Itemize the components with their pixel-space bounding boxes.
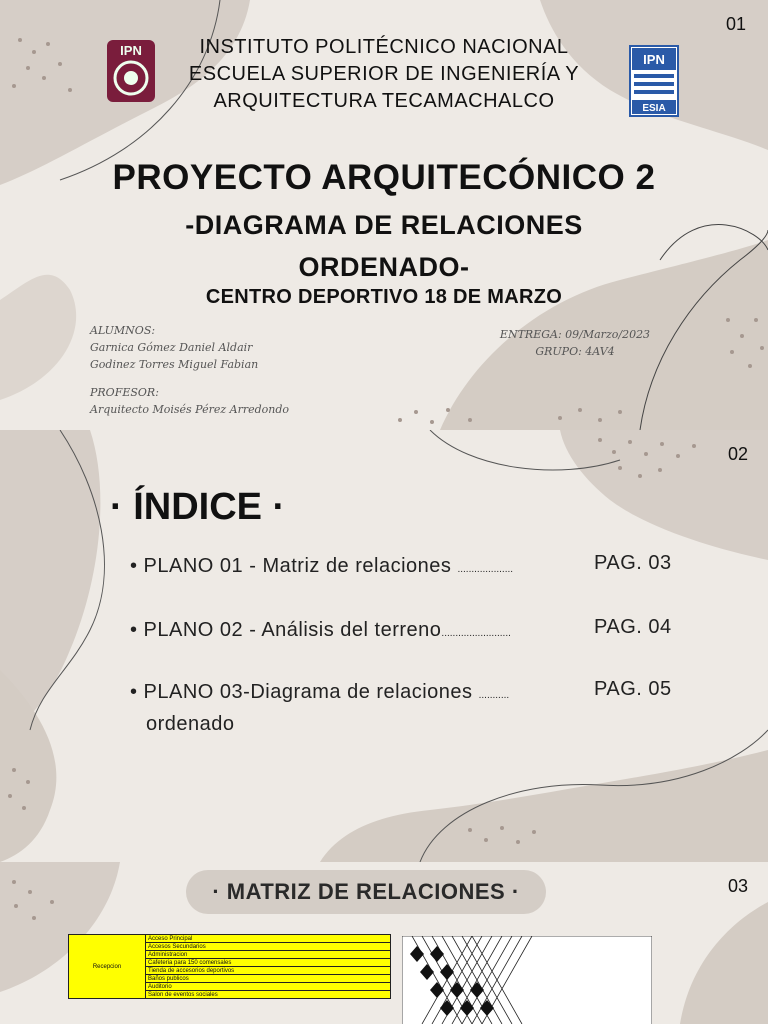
slide-cover (0, 0, 768, 430)
table-cell: Auditorio (146, 983, 391, 991)
page-number: 01 (726, 14, 747, 34)
esia-logo-icon (628, 44, 680, 118)
delivery-block (470, 326, 680, 360)
table-cell: Accesos Secundarios (146, 943, 391, 951)
relation-grid-graphic (402, 936, 652, 1024)
group-label: GRUPO: 4AV4 (535, 345, 615, 358)
index-item-3-leader: ........... (478, 690, 510, 701)
index-item-3-continuation: ordenado (146, 713, 235, 735)
table-cell: Tienda de accesorios deportivos (146, 967, 391, 975)
table-row (69, 935, 391, 943)
index-item-2-page: PAG. 04 (594, 616, 672, 638)
table-cell: Baños publicos (146, 975, 391, 983)
subtitle-line-2: ORDENADO- (298, 252, 470, 282)
page-number: 03 (728, 876, 749, 896)
index-item-1 (130, 552, 513, 584)
institution-line-3: ARQUITECTURA TECAMACHALCO (213, 90, 555, 112)
subtitle-line-1: -DIAGRAMA DE RELACIONES (185, 210, 583, 240)
index-item-2-text: • PLANO 02 - Análisis del terreno (130, 619, 442, 641)
table-cell: Salon de eventos sociales (146, 991, 391, 999)
table-cell: Administracion (146, 951, 391, 959)
document-subtitle (0, 204, 768, 288)
professor-label: PROFESOR: (90, 386, 159, 399)
index-item-1-page: PAG. 03 (594, 552, 672, 574)
index-title: · ÍNDICE · (110, 486, 286, 528)
index-item-1-text: • PLANO 01 - Matriz de relaciones (130, 555, 458, 577)
index-item-1-leader: .................... (457, 564, 514, 575)
institution-line-1: INSTITUTO POLITÉCNICO NACIONAL (199, 36, 569, 58)
professor-block (90, 384, 289, 418)
professor-name: Arquitecto Moisés Pérez Arredondo (90, 403, 290, 416)
table-cell: Acceso Principal (146, 935, 391, 943)
students-label: ALUMNOS: (90, 324, 156, 337)
index-item-3 (130, 678, 509, 738)
students-block (90, 322, 258, 373)
slide-matrix (0, 862, 768, 1024)
relations-matrix-table (68, 934, 391, 999)
student-2: Godinez Torres Miguel Fabian (90, 358, 259, 371)
esia-logo-top-text: IPN (643, 52, 665, 67)
index-item-2 (130, 616, 511, 648)
index-item-3-text: • PLANO 03-Diagrama de relaciones (130, 681, 479, 703)
index-item-2-leader: ......................... (441, 628, 511, 639)
delivery-date: ENTREGA: 09/Marzo/2023 (499, 328, 651, 341)
project-title: PROYECTO ARQUITECÓNICO 2 (112, 158, 656, 197)
slide-index (0, 430, 768, 862)
section-cell: Recepcion (69, 935, 146, 999)
esia-logo-bottom-text: ESIA (642, 103, 666, 114)
ipn-logo-text: IPN (120, 43, 142, 58)
matrix-title: · MATRIZ DE RELACIONES · (186, 870, 546, 914)
institution-line-2: ESCUELA SUPERIOR DE INGENIERÍA Y (188, 63, 580, 85)
project-name: CENTRO DEPORTIVO 18 DE MARZO (205, 286, 563, 308)
page-number: 02 (728, 444, 749, 464)
table-cell: Cafeteria para 150 comensales (146, 959, 391, 967)
index-item-3-page: PAG. 05 (594, 678, 672, 700)
student-1: Garnica Gómez Daniel Aldair (90, 341, 253, 354)
